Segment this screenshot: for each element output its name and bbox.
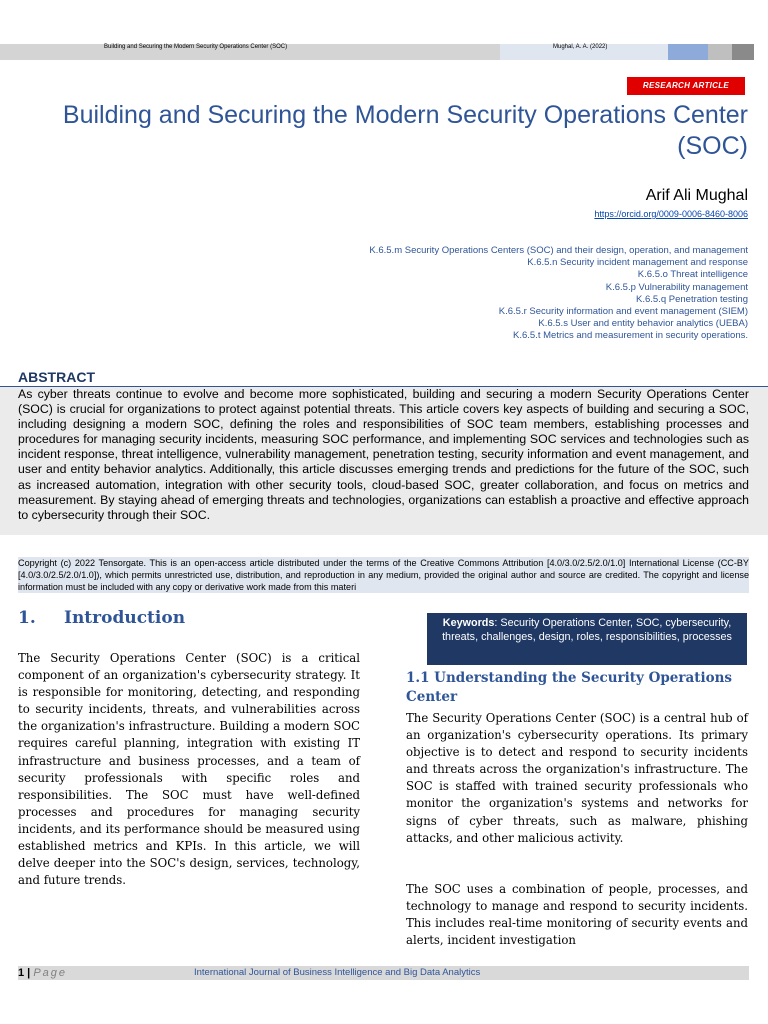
research-article-badge: RESEARCH ARTICLE <box>627 77 745 95</box>
page-label: Page <box>33 967 68 979</box>
journal-name: International Journal of Business Intelligence and Big Data Analytics <box>194 967 481 978</box>
category-item: K.6.5.r Security information and event management (SIEM) <box>498 306 748 318</box>
subsection-paragraph: The SOC uses a combination of people, processes, and technology to manage and respond to security incidents. This includes real-time monitoring of security events and alerts, incident investigation <box>406 882 748 948</box>
category-item: K.6.5.s User and entity behavior analytics (UEBA) <box>538 318 748 330</box>
page-number: 1 | Page <box>18 967 68 979</box>
category-item: K.6.5.m Security Operations Centers (SOC) and their design, operation, and management <box>369 245 748 256</box>
category-item: K.6.5.n Security incident management and response <box>527 257 748 269</box>
keywords-text: : Security Operations Center, SOC, cybersecurity, threats, challenges, design, roles, responsibilities, processes <box>442 617 732 643</box>
category-item: K.6.5.p Vulnerability management <box>605 281 748 293</box>
section-title: Introduction <box>64 608 186 628</box>
running-title: Building and Securing the Modern Security Operations Center (SOC) <box>104 44 288 50</box>
abstract-heading: ABSTRACT <box>18 369 95 385</box>
header-segment <box>668 44 708 60</box>
orcid-link[interactable]: https://orcid.org/0009-0006-8460-8006 <box>594 209 748 219</box>
running-header <box>0 44 768 60</box>
header-segment <box>708 44 732 60</box>
introduction-text: The Security Operations Center (SOC) is a critical component of an organization's cybersecurity strategy. It is responsible for monitoring, detecting, and responding to security incidents, threats, and vulnerabilities across the organization's infrastructure. Building a modern SOC requires careful planning, integration with existing IT infrastructure and business processes, and a team of security professionals with specific roles and responsibilities. The SOC must have well-defined processes and procedures for managing security incidents, and its performance should be measured using established metrics and KPIs. In this article, we will delve deeper into the SOC's design, services, technology, and future trends. <box>18 651 360 888</box>
keywords-label: Keywords <box>442 617 495 629</box>
page-footer <box>18 966 749 980</box>
subsection-paragraph: The Security Operations Center (SOC) is a central hub of an organization's cybersecurity operations. Its primary objective is to detect and respond to security incidents and threats across the organization's infrastructure. The SOC is staffed with trained security professionals who monitor the organization's systems and networks for signs of cyber threats, such as malware, phishing attacks, and other malicious activity. <box>406 711 748 845</box>
copyright-text: Copyright (c) 2022 Tensorgate. This is an open-access article distributed under the terms of the Creative Commons Attribution [4.0/3.0/2.5/2.0/1.0] International License (CC-BY [4.0/3.0/2.5/2.0/1.0]), which permits unrestricted use, distribution, and reproduction in any medium, provided the original author and source are credited. The copyright and license information must be included with any copy or derivative work made from this materi <box>18 558 749 592</box>
category-item: K.6.5.t Metrics and measurement in security operations. <box>513 330 748 342</box>
category-item: K.6.5.o Threat intelligence <box>637 269 748 281</box>
abstract-text: As cyber threats continue to evolve and become more sophisticated, building and securing a modern Security Operations Center (SOC) is crucial for organizations to protect against potential threats. This article covers key aspects of building and securing a SOC, including designing a modern SOC, defining the roles and responsibilities of SOC team members, establishing processes and procedures for managing security incidents, measuring SOC performance, and implementing SOC services and technologies such as incident response, threat intelligence, vulnerability management, penetration testing, security information and event management, and user and entity behavior analytics. Additionally, this article discusses emerging trends and predictions for the future of the SOC, such as increased automation, integration with other security tools, cloud-based SOC, greater collaboration, and focus on metrics and measurement. By staying ahead of emerging threats and technologies, organizations can establish a proactive and effective approach to cybersecurity through their SOC. <box>18 387 749 522</box>
category-item: K.6.5.q Penetration testing <box>636 293 748 305</box>
section-number: 1. <box>18 608 36 628</box>
keywords-box <box>427 613 747 665</box>
running-author: Mughal, A. A. (2022) <box>553 44 608 50</box>
paper-title <box>40 100 748 162</box>
title-line: Building and Securing the Modern Security Operations Center <box>62 101 748 129</box>
acm-categories <box>250 245 748 343</box>
header-segment <box>732 44 754 60</box>
title-line: (SOC) <box>677 132 748 160</box>
author-name: Arif Ali Mughal <box>645 187 748 204</box>
introduction-heading <box>18 608 185 628</box>
subsection-heading: 1.1 Understanding the Security Operations Center <box>406 670 733 705</box>
